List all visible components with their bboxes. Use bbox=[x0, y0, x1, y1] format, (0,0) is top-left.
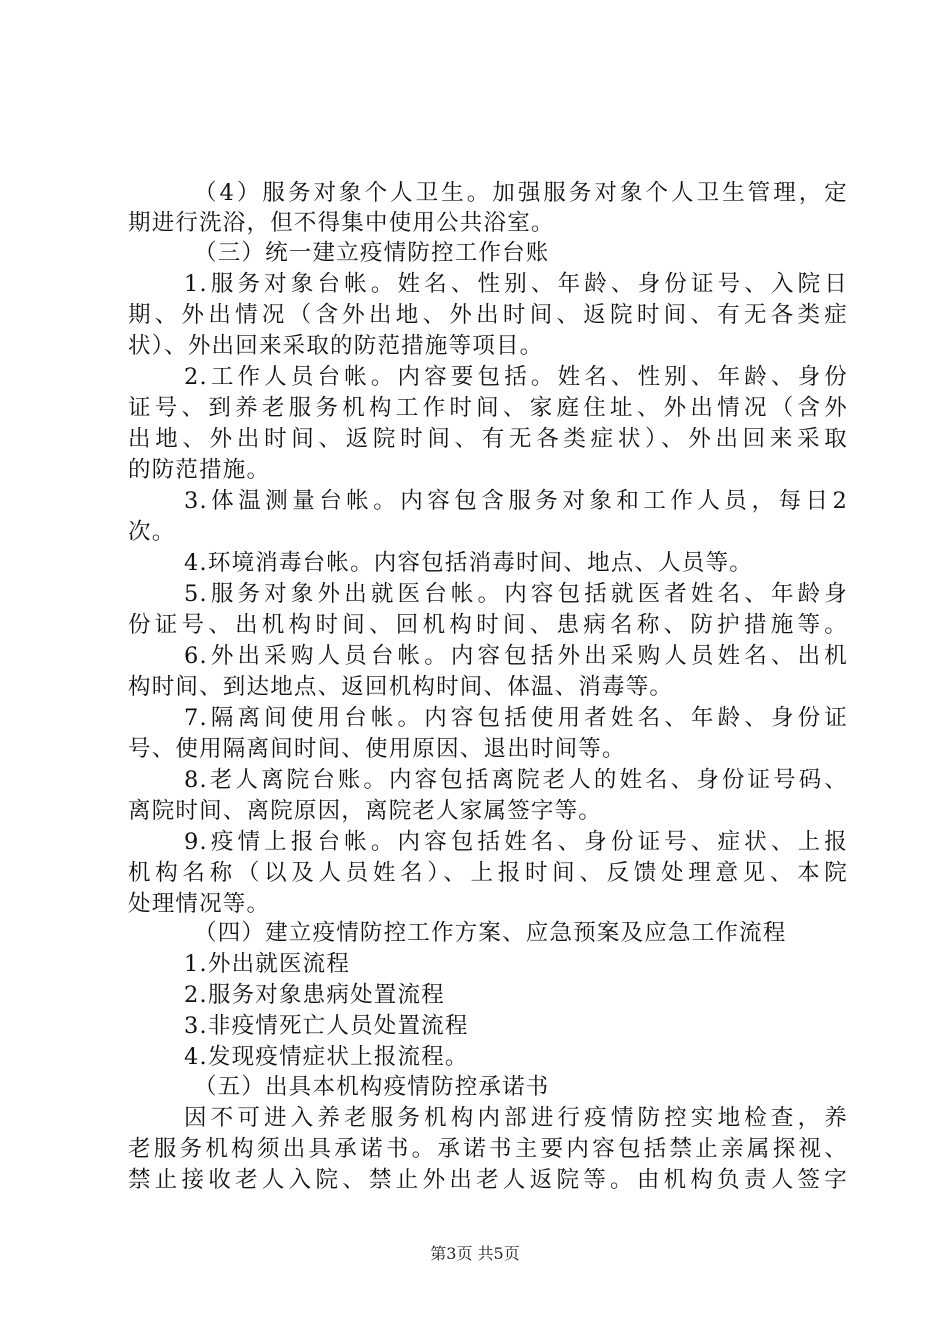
text-line: 证号、到养老服务机构工作时间、家庭住址、外出情况（含外 bbox=[128, 395, 848, 421]
text-line: 处理情况等。 bbox=[128, 891, 271, 917]
text-line: 离院时间、离院原因，离院老人家属签字等。 bbox=[128, 798, 603, 824]
text-line: 份证号、出机构时间、回机构时间、患病名称、防护措施等。 bbox=[128, 612, 848, 638]
text-line: （四）建立疫情防控工作方案、应急预案及应急工作流程 bbox=[194, 920, 787, 946]
text-line: 2.工作人员台帐。内容要包括。姓名、性别、年龄、身份 bbox=[184, 364, 848, 390]
text-line: 3.体温测量台帐。内容包含服务对象和工作人员，每日2 bbox=[184, 488, 848, 514]
text-line: 构时间、到达地点、返回机构时间、体温、消毒等。 bbox=[128, 674, 674, 700]
page-footer: 第3页 共5页 bbox=[430, 1244, 520, 1263]
text-line: （五）出具本机构疫情防控承诺书 bbox=[194, 1074, 550, 1100]
text-line: 7.隔离间使用台帐。内容包括使用者姓名、年龄、身份证 bbox=[184, 705, 848, 731]
text-line: （4）服务对象个人卫生。加强服务对象个人卫生管理，定 bbox=[194, 180, 848, 206]
text-line: 6.外出采购人员台帐。内容包括外出采购人员姓名、出机 bbox=[184, 643, 848, 669]
text-line: 老服务机构须出具承诺书。承诺书主要内容包括禁止亲属探视、 bbox=[128, 1136, 848, 1162]
text-line: 机构名称（以及人员姓名）、上报时间、反馈处理意见、本院 bbox=[128, 860, 848, 886]
text-line: 号、使用隔离间时间、使用原因、退出时间等。 bbox=[128, 736, 626, 762]
text-line: 9.疫情上报台帐。内容包括姓名、身份证号、症状、上报 bbox=[184, 829, 848, 855]
text-line: 5.服务对象外出就医台帐。内容包括就医者姓名、年龄身 bbox=[184, 581, 848, 607]
text-line: 状）、外出回来采取的防范措施等项目。 bbox=[128, 333, 544, 359]
text-line: 出地、外出时间、返院时间、有无各类症状）、外出回来采取 bbox=[128, 426, 848, 452]
text-line: 4.环境消毒台帐。内容包括消毒时间、地点、人员等。 bbox=[184, 550, 753, 576]
text-line: 期进行洗浴，但不得集中使用公共浴室。 bbox=[128, 210, 555, 236]
text-line: 1.外出就医流程 bbox=[184, 951, 351, 977]
text-line: 期、外出情况（含外出地、外出时间、返院时间、有无各类症 bbox=[128, 302, 848, 328]
text-line: 次。 bbox=[128, 519, 176, 545]
text-line: 因不可进入养老服务机构内部进行疫情防控实地检查，养 bbox=[184, 1105, 848, 1131]
text-line: 3.非疫情死亡人员处置流程 bbox=[184, 1013, 469, 1039]
text-line: 禁止接收老人入院、禁止外出老人返院等。由机构负责人签字 bbox=[128, 1167, 848, 1193]
text-line: 的防范措施。 bbox=[128, 457, 271, 483]
text-line: 1.服务对象台帐。姓名、性别、年龄、身份证号、入院日 bbox=[184, 271, 848, 297]
text-line: （三）统一建立疫情防控工作台账 bbox=[194, 240, 550, 266]
text-line: 4.发现疫情症状上报流程。 bbox=[184, 1044, 469, 1070]
text-line: 8.老人离院台账。内容包括离院老人的姓名、身份证号码、 bbox=[184, 767, 848, 793]
text-line: 2.服务对象患病处置流程 bbox=[184, 982, 445, 1008]
